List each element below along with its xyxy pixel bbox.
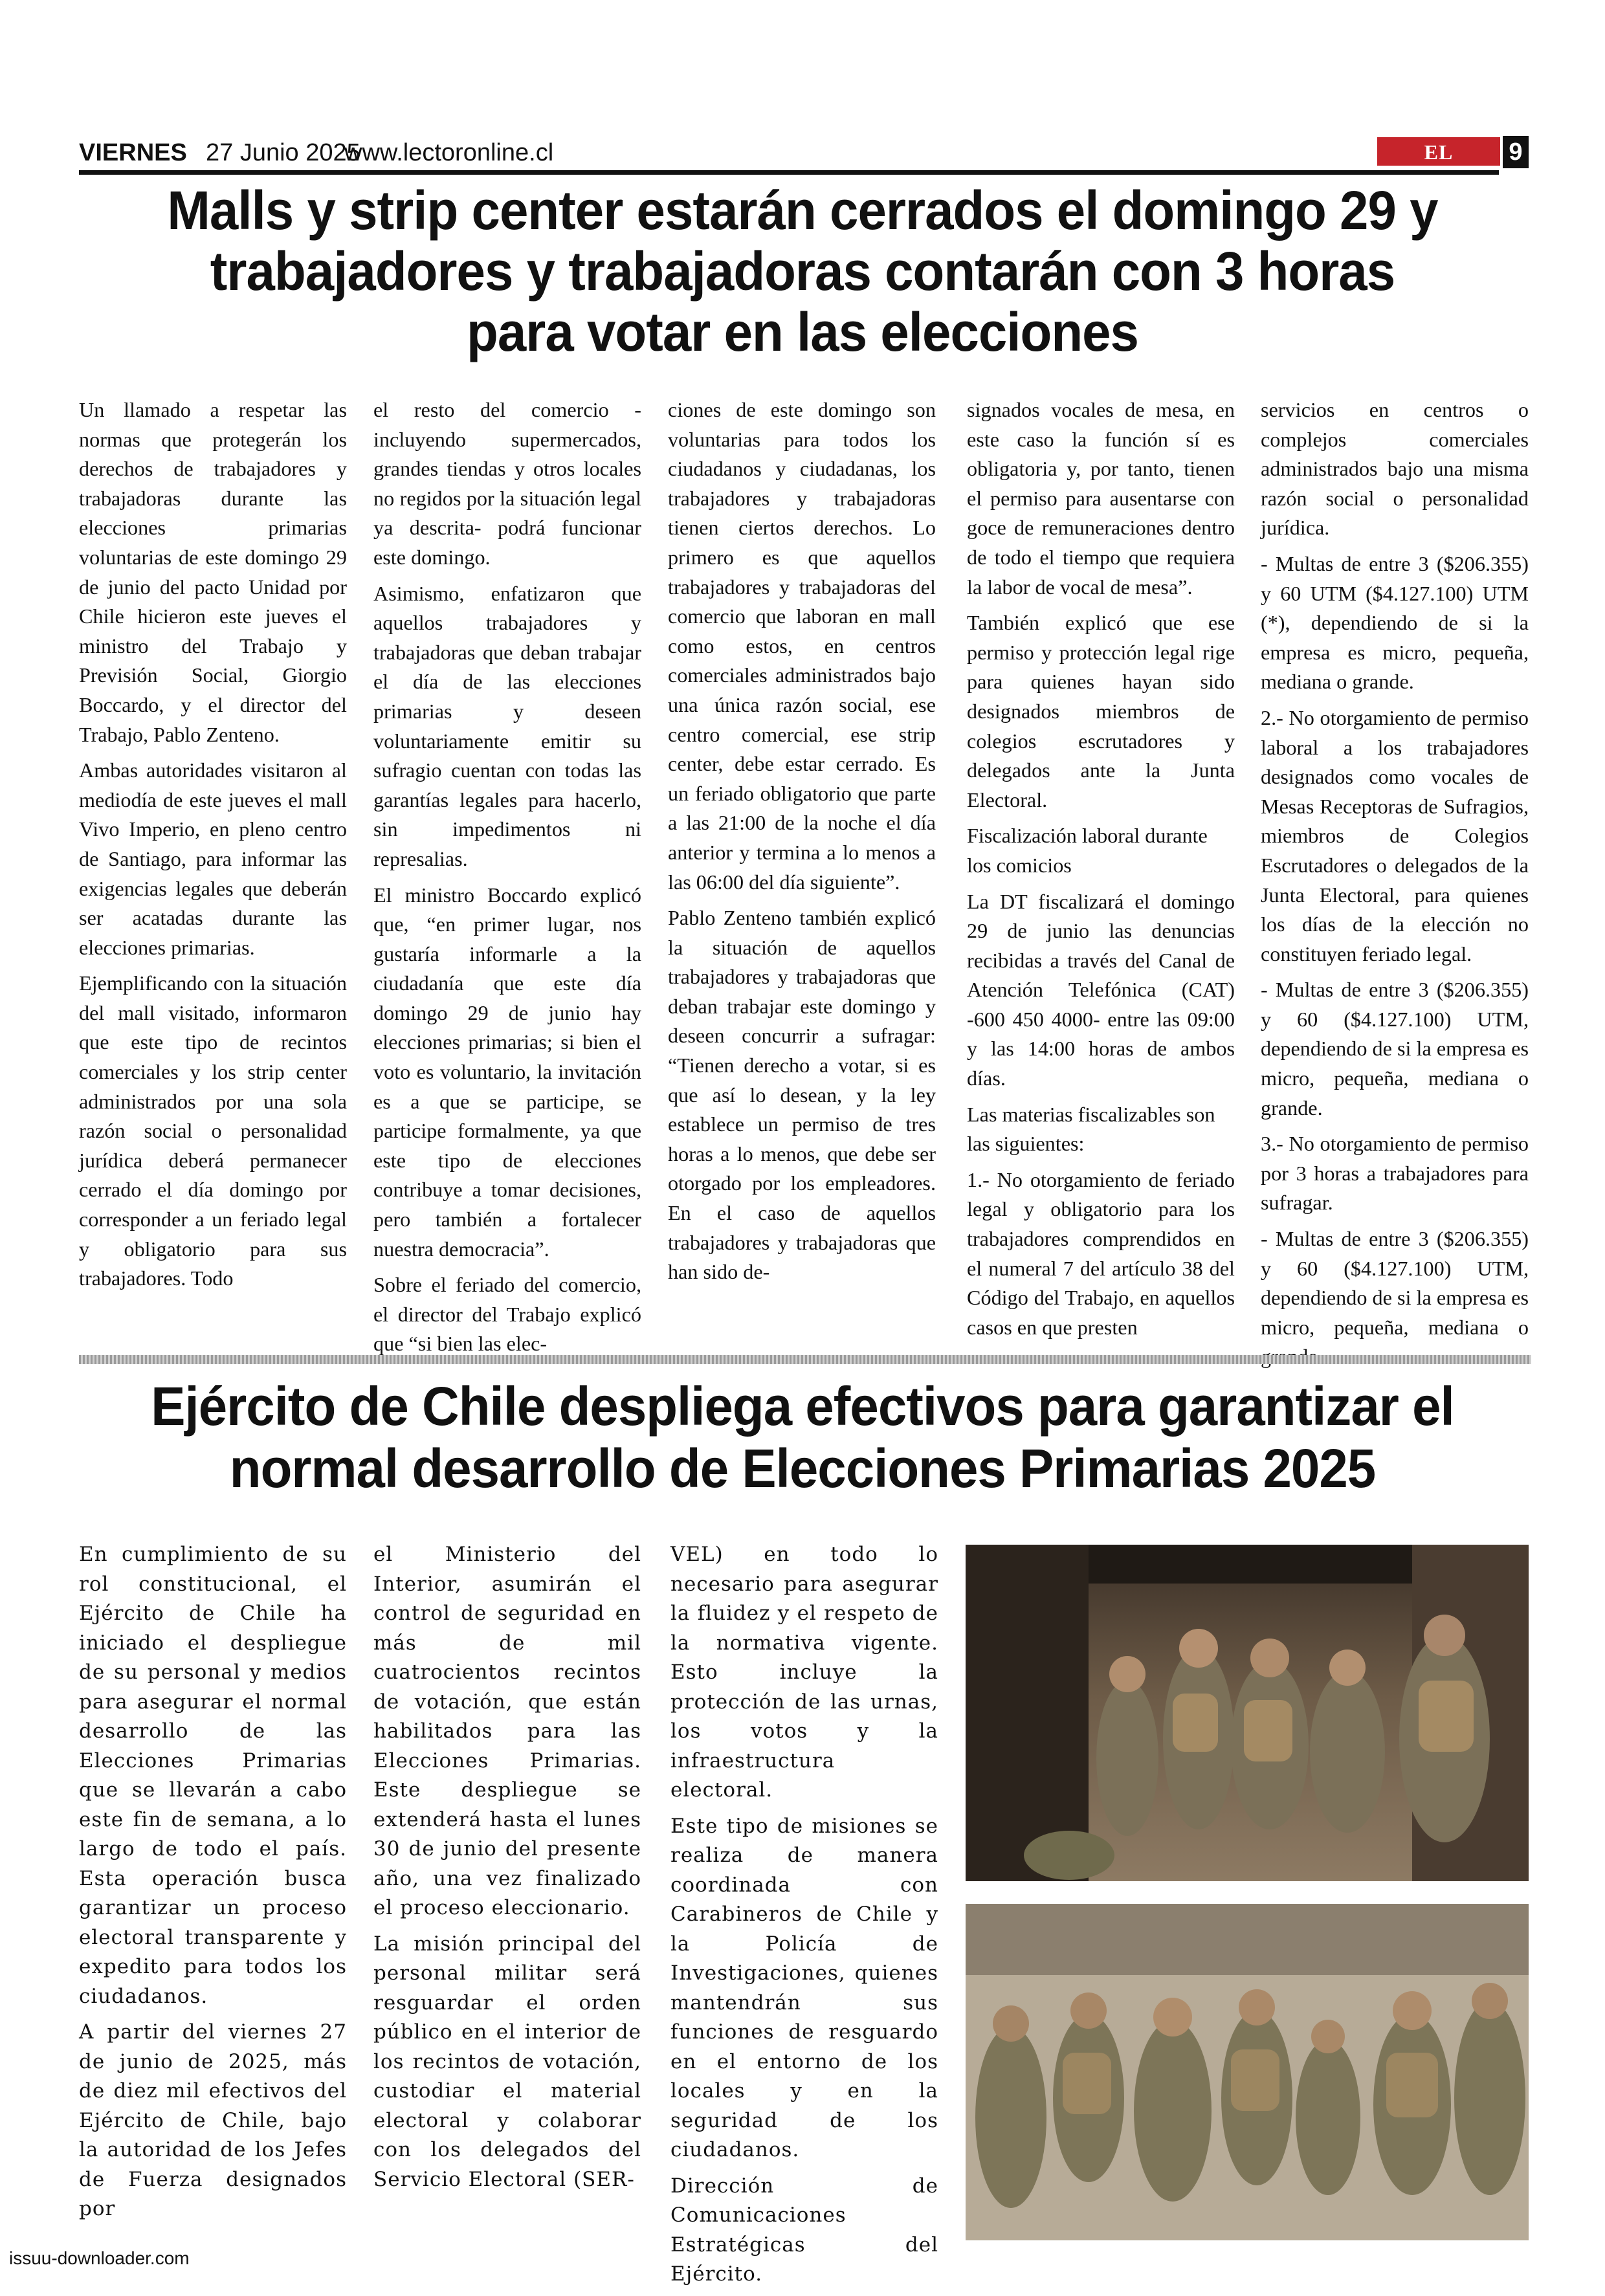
paragraph: - Multas de entre 3 ($206.355) y 60 UTM ($4.127.100) UTM (*), dependiendo de si la empresa es micro, pequeña, mediana o grande. bbox=[1261, 551, 1529, 694]
section-divider bbox=[79, 1355, 1531, 1364]
paragraph: - Multas de entre 3 ($206.355) y 60 ($4.127.100) UTM, dependiendo de si la empresa es micro, pequeña, mediana o bbox=[1261, 1227, 1529, 1339]
paragraph: En cumplimiento de su rol constitucional, el Ejército de Chile ha iniciado el despliegue de su personal y medios para asegurar el normal desarrollo de las Elecciones Primarias que se llevarán a cabo este fin de semana, a lo largo de todo el país. Esta operación busca garantizar un proceso electoral transparente y expedito para todos los ciudadanos. bbox=[79, 1543, 347, 2008]
paragraph: Sobre el feriado del comercio, el director del Trabajo explicó que “si bien las elec- bbox=[373, 1273, 641, 1356]
article2-column-2 bbox=[373, 1540, 641, 2201]
article1-column-2 bbox=[373, 395, 641, 1365]
article2-column-1 bbox=[79, 1540, 347, 2231]
paragraph: el Ministerio del Interior, asumirán el control de seguridad en más de mil cuatrocientos recintos de votación, que están habilitados para las Elecciones Primarias. Este despliegue se extenderá hasta el lunes 30 de junio del presente año, una vez finalizado el proceso eleccionario. bbox=[373, 1543, 641, 1919]
paragraph: ciones de este domingo son voluntarias para todos los ciudadanos y ciudadanas, los trabajadores y trabajadoras tienen ciertos derechos. Lo primero es que aquellos trabajadores y trabajadoras del comercio que laboran en mall como estos, en centros comerciales administrados bajo una única razón social, ese centro comercial, ese strip center, debe estar cerrado. Es un feriado obligatorio que parte a las 21:00 de la noche el día anterior y termina a lo menos a las 06:00 del día siguiente”. bbox=[668, 398, 936, 894]
paragraph: 2.- No otorgamiento de permiso laboral a los trabajadores designados como vocales de Mesas Receptoras de Sufragios, miembros de Colegios Escrutadores o delegados de la Junta Electoral, para quienes los días de la elección no constituyen feriado legal. bbox=[1261, 705, 1529, 966]
article2-column-3 bbox=[670, 1540, 938, 2296]
article1-column-1 bbox=[79, 395, 347, 1300]
newspaper-logo: EL LECTOR bbox=[1377, 137, 1500, 166]
paragraph: Ejemplificando con la situación del mall visitado, informaron que este tipo de recintos comerciales y los strip center administrados por una sola razón social o personalidad jurídica deberá permanecer cerrado el día domingo por corresponder a un feriado legal y obligatorio para sus trabajadores. Todo bbox=[79, 971, 347, 1290]
soldiers-photo-plaza-art bbox=[966, 1904, 1529, 2240]
article2-headline-line: normal desarrollo de Elecciones Primarias 2025 bbox=[229, 1438, 1376, 1499]
paragraph: el resto del comercio -incluyendo supermercados, grandes tiendas y otros locales no regidos por la situación legal ya descrita- podrá funcionar este domingo. bbox=[373, 398, 641, 569]
paragraph: La DT fiscalizará el domingo 29 de junio las denuncias recibidas a través del Canal de Atención Telefónica (CAT) -600 450 4000- entre las 09:00 y las 14:00 horas de ambos días. bbox=[967, 889, 1235, 1090]
site-url[interactable]: www.lectoronline.cl bbox=[344, 139, 554, 166]
paragraph: - Multas de entre 3 ($206.355) y 60 ($4.127.100) UTM, dependiendo de si la empresa es micro, pequeña, mediana o grande. bbox=[1261, 978, 1529, 1120]
paragraph: Asimismo, enfatizaron que aquellos trabajadores y trabajadoras que deban trabajar el día de las elecciones primarias y deseen voluntariamente emitir su sufragio cuentan con todas las garantías legales para hacerlo, sin impedimentos ni represalias. bbox=[373, 581, 641, 870]
paragraph: signados vocales de mesa, en este caso la función sí es obligatoria y, por tanto, tienen el permiso para ausentarse con goce de remuneraciones dentro de todo el tiempo que requiera la labor de vocal de mesa”. bbox=[967, 398, 1235, 599]
page-header bbox=[79, 139, 1529, 169]
source-watermark: issuu-downloader.com bbox=[9, 2248, 190, 2268]
paragraph: Un llamado a respetar las normas que protegerán los derechos de trabajadores y trabajadoras durante las elecciones primarias voluntarias de este domingo 29 de junio del pacto Unidad por Chile hicieron este jueves el ministro del Trabajo y Previsión Social, Giorgio Boccardo, y el director del Trabajo, Pablo Zenteno. bbox=[79, 398, 347, 746]
paragraph: 1.- No otorgamiento de feriado legal y obligatorio para los trabajadores comprendidos en el numeral 7 del artículo 38 del Código del Trabajo, en aquellos casos en que presten bbox=[967, 1167, 1235, 1339]
header-rule bbox=[79, 170, 1499, 175]
page-number: 9 bbox=[1503, 136, 1529, 168]
paragraph: VEL) en todo lo necesario para asegurar la fluidez y el respeto de la normativa vigente. Esto incluye la protección de las urnas, los votos y la infraestructura electoral. bbox=[670, 1543, 938, 1802]
article1-headline bbox=[114, 180, 1491, 362]
paragraph: 3.- No otorgamiento de permiso por 3 horas a trabajadores para sufragar. bbox=[1261, 1132, 1529, 1215]
article1-column-4 bbox=[967, 395, 1235, 1349]
subheading: Fiscalización laboral durante los comicios bbox=[967, 824, 1208, 877]
paragraph: También explicó que ese permiso y protección legal rige para quienes hayan sido designados miembros de colegios escrutadores y delegados ante la Junta Electoral. bbox=[967, 611, 1235, 811]
article1-headline-line: Malls y strip center estarán cerrados el domingo 29 y bbox=[167, 180, 1438, 241]
issue-day: VIERNES bbox=[79, 139, 187, 166]
soldiers-photo-plaza bbox=[966, 1904, 1529, 2240]
article2-headline bbox=[114, 1375, 1491, 1499]
paragraph: Las materias fiscalizables son las siguientes: bbox=[967, 1102, 1215, 1156]
issue-date: 27 Junio 2025 bbox=[206, 139, 360, 166]
paragraph: Pablo Zenteno también explicó la situación de aquellos trabajadores y trabajadoras que deban trabajar este domingo y deseen concurrir a sufragar: “Tienen derecho a votar, si es que así lo desean, y la ley establece un permiso de tres horas a lo menos, que debe ser otorgado por los empleadores. En el caso de aquellos trabajadores y trabajadoras que han sido de- bbox=[668, 906, 936, 1284]
paragraph: A partir del viernes 27 de junio de 2025, más de diez mil efectivos del Ejército de Chile, bajo la autoridad de los Jefes de Fuerza designados por bbox=[79, 2020, 347, 2220]
article1-column-3 bbox=[668, 395, 936, 1294]
article1-headline-line: trabajadores y trabajadoras contarán con 3 horas bbox=[210, 241, 1395, 302]
soldiers-photo-corridor-art bbox=[966, 1545, 1529, 1881]
article1-headline-line: para votar en las elecciones bbox=[467, 302, 1138, 362]
paragraph: La misión principal del personal militar será resguardar el orden público en el interior de los recintos de votación, custodiar el material electoral y colaborar con los delegados del Servicio Electoral (SER- bbox=[373, 1932, 641, 2191]
soldiers-photo-corridor bbox=[966, 1545, 1529, 1881]
paragraph: Este tipo de misiones se realiza de manera coordinada con Carabineros de Chile y la Policía de Investigaciones, quienes mantendrán sus funciones de resguardo en el entorno de los locales y en la seguridad de los ciudadanos. bbox=[670, 1814, 938, 2161]
article2-headline-line: Ejército de Chile despliega efectivos para garantizar el bbox=[151, 1376, 1454, 1437]
paragraph: Ambas autoridades visitaron al mediodía de este jueves el mall Vivo Imperio, en pleno centro de Santiago, para informar las exigencias legales que deberán ser acatadas durante las elecciones primarias. bbox=[79, 758, 347, 959]
paragraph: El ministro Boccardo explicó que, “en primer lugar, nos gustaría informarle a la ciudadanía que este día domingo 29 de junio hay elecciones primarias; si bien el voto es voluntario, la invitación es a que se participe, se participe formalmente, ya que este tipo de elecciones contribuye a tomar decisiones, pero también a fortalecer nuestra democracia”. bbox=[373, 883, 641, 1261]
paragraph: servicios en centros o complejos comerciales administrados bajo una misma razón social o personalidad jurídica. bbox=[1261, 398, 1529, 540]
article1-column-5 bbox=[1261, 395, 1529, 1378]
credit: Dirección de Comunicaciones Estratégicas del Ejército. bbox=[670, 2174, 938, 2286]
